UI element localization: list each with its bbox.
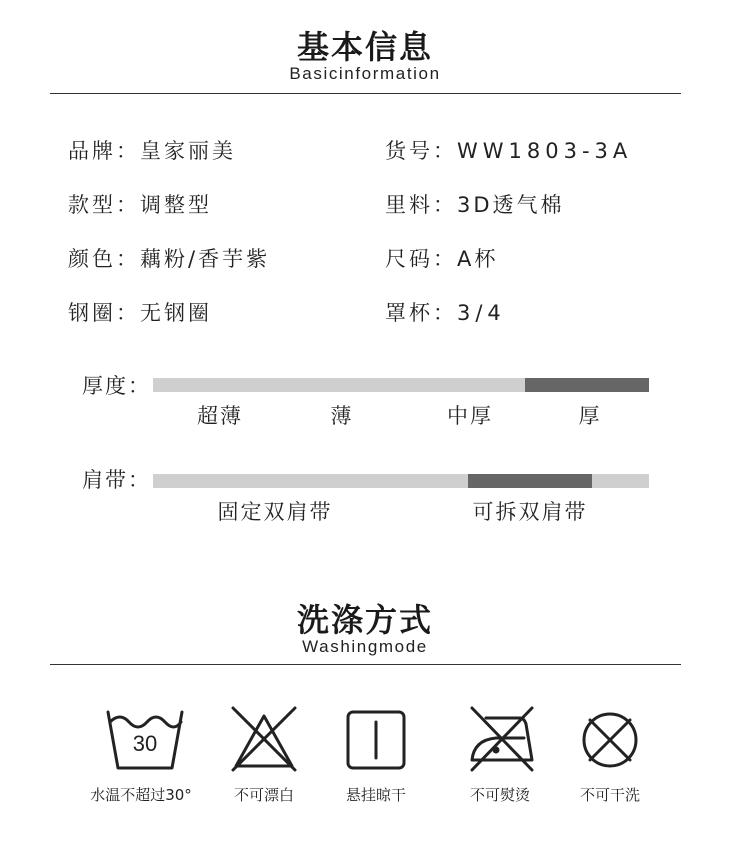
basic-info-title: 基本信息 <box>296 28 433 66</box>
brand-value: 皇家丽美 <box>140 139 236 163</box>
item-number-label: 货号： <box>385 139 457 163</box>
washing-divider <box>50 664 681 665</box>
thickness-track <box>153 378 649 392</box>
color-label: 颜色： <box>68 247 140 271</box>
underwire-label: 钢圈： <box>68 301 140 325</box>
wash-30-label: 水温不超过30° <box>90 786 192 804</box>
style-row <box>68 189 212 219</box>
wash-temp-text: 30 <box>132 731 158 756</box>
thickness-label: 厚度： <box>82 374 151 398</box>
basic-info-subtitle: Basicinformation <box>289 64 441 83</box>
brand-row <box>68 135 236 165</box>
no-dry-clean-icon <box>578 708 642 772</box>
strap-selected-segment <box>468 474 592 488</box>
size-label: 尺码： <box>385 247 457 271</box>
underwire-row <box>68 297 212 327</box>
size-row <box>385 243 498 273</box>
strap-track <box>153 474 649 488</box>
cup-row <box>385 297 506 327</box>
wash-30-icon <box>104 706 186 772</box>
washing-title: 洗涤方式 <box>296 601 433 639</box>
strap-option-fixed: 固定双肩带 <box>217 500 333 524</box>
hang-dry-label: 悬挂晾干 <box>345 786 406 804</box>
underwire-value: 无钢圈 <box>140 301 212 325</box>
thickness-selected-segment <box>525 378 649 392</box>
strap-option-detachable: 可拆双肩带 <box>472 500 588 524</box>
color-value: 藕粉/香芋紫 <box>140 247 271 271</box>
lining-row <box>385 189 565 219</box>
lining-value: 3D透气棉 <box>457 193 565 217</box>
basic-info-divider <box>50 93 681 94</box>
lining-label: 里料： <box>385 193 457 217</box>
no-bleach-label: 不可漂白 <box>233 786 294 804</box>
style-label: 款型： <box>68 193 140 217</box>
hang-dry-icon <box>344 708 408 772</box>
no-bleach-icon <box>228 704 300 774</box>
cup-value: 3/4 <box>457 301 506 325</box>
no-iron-label: 不可熨烫 <box>469 786 530 804</box>
item-number-row <box>385 135 632 165</box>
size-value: A杯 <box>457 247 499 271</box>
thickness-option-thick: 厚 <box>578 404 602 428</box>
brand-label: 品牌： <box>68 139 140 163</box>
cup-label: 罩杯： <box>385 301 457 325</box>
washing-subtitle: Washingmode <box>302 637 428 656</box>
no-iron-icon <box>466 704 538 774</box>
style-value: 调整型 <box>140 193 212 217</box>
thickness-option-thin: 薄 <box>330 404 354 428</box>
strap-label: 肩带： <box>82 468 151 492</box>
thickness-option-ultrathin: 超薄 <box>197 404 243 428</box>
item-number-value: WW1803-3A <box>457 139 633 163</box>
thickness-option-medium: 中厚 <box>447 404 493 428</box>
no-dry-clean-label: 不可干洗 <box>579 786 640 804</box>
color-row <box>68 243 270 273</box>
